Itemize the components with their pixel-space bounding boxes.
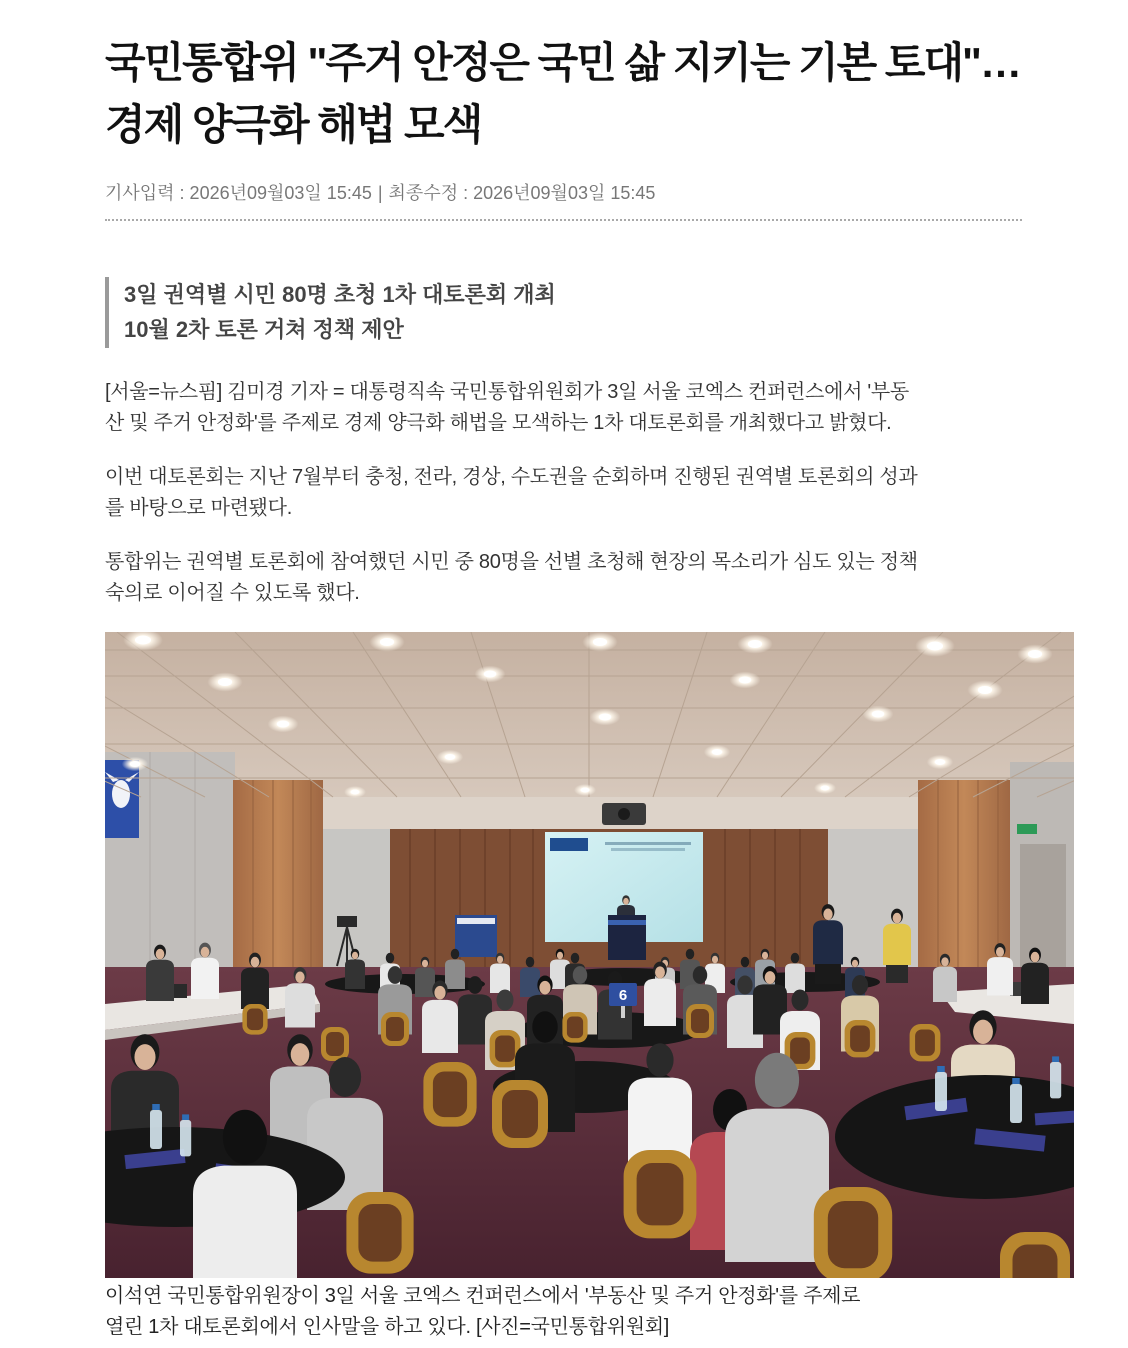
paragraph-line: [서울=뉴스핌] 김미경 기자 = 대통령직속 국민통합위원회가 3일 서울 코엑스 컨퍼런스에서 '부동 [105,381,909,403]
caption-line-2: 열린 1차 대토론회에서 인사말을 하고 있다. [사진=국민통합위원회] [105,1316,670,1338]
article-paragraph-2 [105,462,917,524]
paragraph-line: 숙의로 이어질 수 있도록 했다. [105,582,360,604]
subheadline-line-2: 10월 2차 토론 거쳐 정책 제안 [124,317,404,342]
headline-line-1: 국민통합위 "주거 안정은 국민 삶 지키는 기본 토대"… [105,39,1020,86]
subheadline-line-1: 3일 권역별 시민 80명 초청 1차 대토론회 개최 [124,282,556,307]
published-time: 기사입력 : 2026년09월03일 15:45 [105,183,372,203]
paragraph-line: 를 바탕으로 마련됐다. [105,497,292,519]
paragraph-line: 산 및 주거 안정화'를 주제로 경제 양극화 해법을 모색하는 1차 대토론회를 개최했다고 밝혔다. [105,412,892,434]
table-number: 6 [618,987,628,1004]
article-photo [105,632,1074,1278]
article-headline [105,32,1020,156]
article-meta [105,180,655,206]
headline-line-2: 경제 양극화 해법 모색 [105,101,482,148]
conference-hall-photo [105,632,1074,1278]
modified-time: 최종수정 : 2026년09월03일 15:45 [388,183,656,203]
photo-caption [105,1281,860,1343]
article-paragraph-3 [105,547,918,609]
paragraph-line: 통합위는 권역별 토론회에 참여했던 시민 중 80명을 선별 초청해 현장의 목소리가 심도 있는 정책 [105,551,918,573]
caption-line-1: 이석연 국민통합위원장이 3일 서울 코엑스 컨퍼런스에서 '부동산 및 주거 안정화'를 주제로 [105,1285,861,1307]
dotted-separator [105,219,1022,221]
meta-divider: | [377,183,383,203]
paragraph-line: 이번 대토론회는 지난 7월부터 충청, 전라, 경상, 수도권을 순회하며 진행된 권역별 토론회의 성과 [105,466,918,488]
article-paragraph-1 [105,377,909,439]
article-subheadline [105,277,556,348]
